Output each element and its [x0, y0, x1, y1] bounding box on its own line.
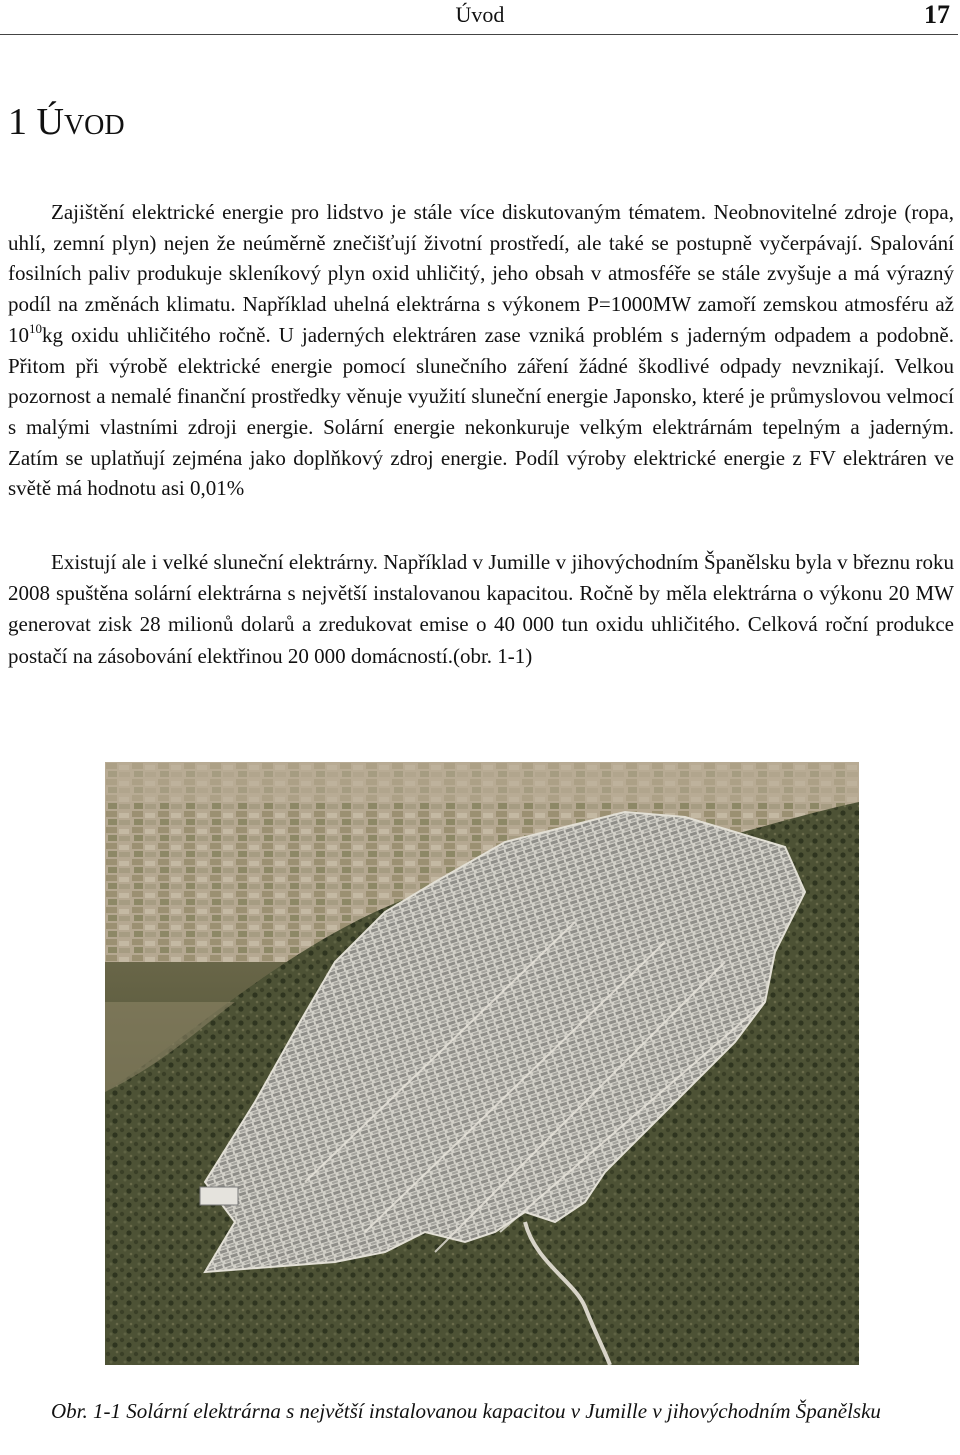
- chapter-title-rest: VOD: [63, 110, 125, 141]
- chapter-heading: [8, 100, 125, 144]
- paragraph-jumilla: Existují ale i velké sluneční elektrárny. Například v Jumille v jihovýchodním Španělsku byla v březnu roku 2008 spuštěna solární elektrárna s největší instalovanou kapacitou. Ročně by měla elektrárna o výkonu 20 MW generovat zisk 28 milionů dolarů a zredukovat emise o 40 000 tun oxidu uhličitého. Celková roční produkce postačí na zásobování elektřinou 20 000 domácností.(obr. 1-1): [8, 550, 954, 668]
- solar-plant-photo: [105, 762, 859, 1365]
- running-title: Úvod: [455, 2, 505, 27]
- paragraph-intro-part1: Zajištění elektrické energie pro lidstvo je stále více diskutovaným tématem. Neobnovitelné zdroje (ropa, uhlí, zemní plyn) nejen že neúměrně znečišťují životní prostředí, ale také se postupně vyčerpávají. Spalování fosilních paliv produkuje skleníkový plyn oxid uhličitý, jeho obsah v atmosféře se stále zvyšuje a má výrazný podíl na změnách klimatu. Například uhelná elektrárna s výkonem P=1000MW zamoří zemskou atmosféru až 10: [8, 200, 954, 347]
- page-number: 17: [924, 0, 950, 29]
- exponent: 10: [29, 320, 42, 336]
- page-header: [0, 0, 958, 35]
- figure-caption: Obr. 1-1 Solární elektrárna s největší instalovanou kapacitou v Jumille v jihovýchodním Španělsku: [51, 1399, 881, 1423]
- substation: [200, 1187, 238, 1205]
- paragraph-intro: [8, 197, 954, 504]
- chapter-title-initial: Ú: [36, 101, 64, 143]
- chapter-number: 1: [8, 101, 27, 143]
- paragraph-intro-part2: kg oxidu uhličitého ročně. U jaderných elektráren zase vzniká problém s jaderným odpadem a podobně. Přitom při výrobě elektrické energie pomocí slunečního záření žádné škodlivé odpady nevznikají. Velkou pozornost a nemalé finanční prostředky věnuje využití sluneční energie Japonsko, které je průmyslovou velmocí s malými vlastními zdroji energie. Solární energie nekonkuruje velkým elektrárnám tepelným a jaderným. Zatím se uplatňují zejména jako doplňkový zdroj energie. Podíl výroby elektrické energie z FV elektráren ve světě má hodnotu asi 0,01%: [8, 322, 954, 501]
